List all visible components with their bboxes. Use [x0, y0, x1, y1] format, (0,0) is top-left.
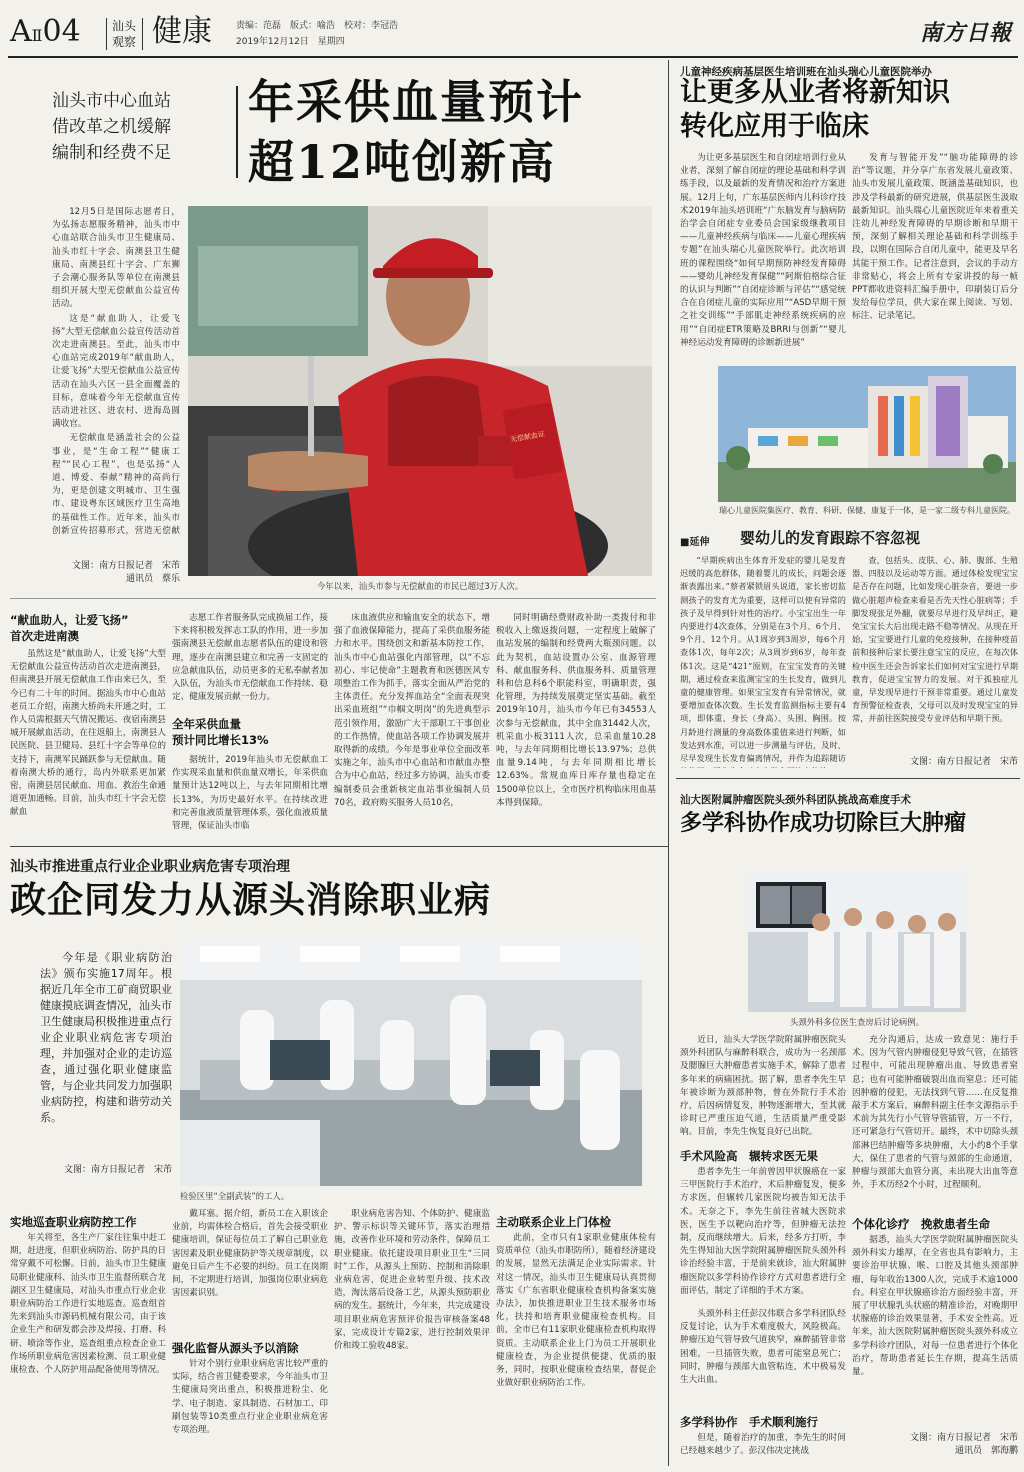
story2-col1: 为让更多基层医生和自闭症培训行业从业者，深刻了解自闭症的理论基础和科学训练手段，以及最新的发育情况和治疗方案进展。12月上旬，广东基层医师内儿科诊疗技术2019年汕头培训班“广东脑发育与脑病防治学会自闭症专业委员会国家级继教项目——儿童神经疾病与临床——儿童心理疾病专题”在汕头瑞心儿童医院举行。此次培训班的课程围绕“如何早期预防神经发育障碍——婴幼儿神经发育保健”“阿斯伯格综合征的认识与判断”“自闭症诊断与评估”“感觉统合在自闭症儿童的实际应用”“ASD早期干预之社交训练”“手部肌走神经系统疾病的应用”“自闭症ETR策略及BRRI与创新”“婴儿神经运动发育障碍的诊断新进展”	[680, 153, 846, 348]
donation-card-text: 无偿献血证	[509, 430, 546, 444]
story4-subhead-1: 实地巡查职业病防控工作	[10, 1215, 137, 1229]
story4-subhead-2: 强化监督从源头予以消除	[172, 1341, 299, 1355]
factory-photo	[180, 940, 642, 1186]
story4-lead: 今年是《职业病防治法》颁布实施17周年。根据近几年全市工矿商贸职业健康摸底调查情况，汕头市卫生健康局积极推进重点行业企业职业病危害专项治理，并加强对企业的走访巡查，通过强化职业健康监管，与企业共同发力加强职业病防控，构建和谐劳动关系。	[40, 951, 172, 1124]
doctors-photo	[748, 872, 966, 1012]
story4-byline: 文图：南方日报记者 宋芾	[63, 1165, 172, 1175]
story3-col1b: 患者李先生一年前曾因甲状腺癌在一家三甲医院行手术治疗，术后肿瘤复发，便多方求医，但辗转几家医院均被告知无法手术。无奈之下，李先生前往省城大医院求医，医生予以靶向治疗等，但肿瘤无法控制，反而继续增大。后来，经多方打听，李先生得知汕大医学院附属肿瘤医院头颈外科诊治经验丰富，于是前来就诊，汕大附属肿瘤医院以多学科协作诊疗方式对患者进行全面评估，制定了详细的手术方案。	[680, 1167, 846, 1296]
editor-info: 责编：范磊 版式：喻浩 校对：李冠浩	[236, 21, 399, 31]
story1-bottom-col2: 志愿工作者服务队完成换届工作，接下来将积极发挥志工队的作用，进一步加强南澳县无偿献血志愿者队伍的建设和管理，逐步在南澳县建立和完善一支固定的应急献血队伍，动员更多的无私奉献者加入队伍，为汕头市无偿献血工作持续、稳定、健康发展贡献一份力。	[172, 613, 328, 703]
story4-col3: 职业病危害告知、个体防护、健康监护、警示标识等关键环节，落实治理措施，改善作业环境和劳动条件，保障员工职业健康。依托建设项目职业卫生“三同时”工作，从源头上预防、控制和消除职业病危害，促进企业转型升级、技术改造，淘汰落后设备工艺，从源头预防职业病的发生。据统计，今年来，共完成建设项目职业病危害预评价报告审核备案48家，完成设计专篇2家，进行控制效果评价和竣工验收48家。	[334, 1209, 490, 1352]
story4-photo-caption: 检验区里“全副武装”的工人。	[180, 1191, 290, 1201]
page-number	[10, 16, 81, 52]
story4-col4: 此前，全市只有1家职业健康体检有资质单位（汕头市职防所），随着经济建设的发展，显然无法满足企业实际需求。针对这一情况，汕头市卫生健康局认真贯彻落实《广东省职业健康检查机构备案实施办法》，加快推进职业卫生技术服务市场化，扶持和培育职业健康检查机构。目前，全市已有11家职业健康检查机构取得资质。主动联系企业上门为员工开展职业健康检查，为企业提供便捷、优质的服务，同时，按职业健康检查结果，督促企业做好职业病防治工作。	[496, 1233, 656, 1389]
story1-headline: 年采供血量预计 超12吨创新高	[248, 75, 584, 189]
story1-subhead-1: “献血助人，让爱飞扬” 首次走进南澳	[10, 613, 129, 643]
story2-ext-col1: “早期疾病出生体育开发症的婴儿是发育迟缓的高危群体，随着婴儿的成长，问题会逐渐表露出来。”蔡者紧锁眉头说道，家长密切监测孩子的发育尤为重要，这样可以使有异常的孩子及早得到针对性的治疗。小宝宝出生一年内要进行4次查体，分别是在3个月、6个月、9个月、12个月。从1周岁到3周岁，每6个月查体1次，每年2次；从3周岁到6岁，每年查体1次。这是“421”原则，在宝宝发育的关键期，通过检查来监测宝宝的生长发育，做到儿童的健康管理。如果宝宝发育有异常情况，就要增加查体次数。生长发育监测指标主要有4项，即体重、身长（身高）、头围、胸围。按月龄进行测量的身高数体重值来进行判断，如发达到水准，可以进一步测量与评估，及时、尽早发现生长发育偏离情况，并作为追踪随访	[680, 555, 846, 764]
story3-col1d: 但是，随着治疗的加重，李先生的时间已经越来越少了。彭汉伟决定挑战	[680, 1433, 846, 1457]
hospital-building-photo	[718, 366, 1016, 502]
story4-kicker: 汕头市推进重点行业企业职业病危害专项治理	[10, 859, 290, 875]
story3-headline: 多学科协作成功切除巨大肿瘤	[680, 810, 967, 836]
story2-ext-col2: 查，包括头、皮肤、心、肺、腹部、生殖器、四肢以及运动等方面。通过体检发现宝宝是否存在问题，比如发现心脏杂音，要进一步做心脏超声检查来看是否先天性心脏病等；手脚发现张足外翻，就要尽早进行及早纠正，避免宝宝长大后出现走路不稳等情况。从现在开始，宝宝要进行儿童的免疫接种，在接种疫苗前和接种后家长要注意宝宝的反应，在每次体检中医生还会告诉家长们如何对宝宝进行早期教育，促进宝宝智力的发展。对于孤独症儿童，早发现早进行干预非常重要。通过儿童发育预警征检查表，父母可以及时发现宝宝的异常，并前往医院接受专业评估和早期干预。	[852, 555, 1018, 724]
story1-bottom-col4: 同时明确经费财政补助一类拨付和非税收入上缴返拨问题，一定程度上破解了血站发展的编制和经费两大瓶颈问题。以此为契机，血站设置办公室、血源管理科、献血服务科、供血服务科、质量管理科和信息科6个职能科室，明确职责，强化管理，为持续发展奠定坚实基础。截至2019年10月，汕头市今年已有34553人次参与无偿献血，其中全血31442人次，机采血小板3111人次，总采血量10.28吨，与去年同期相比增长13.97%；总供血量9.14吨，与去年同期相比增长12.63%。常规血库日库存量也稳定在1500单位以上，全市医疗机构临床用血基本得到保障。	[496, 613, 656, 808]
story1-kicker: 汕头市中心血站 借改革之机缓解 编制和经费不足	[52, 91, 171, 163]
page-sub: Ⅱ	[31, 26, 43, 45]
doctors-illustration	[748, 872, 966, 1012]
factory-illustration	[180, 940, 642, 1186]
paper-logo: 南方日報	[920, 20, 1013, 46]
story4-subhead-3: 主动联系企业上门体检	[496, 1215, 611, 1229]
story3-subhead-2: 多学科协作 手术顺利施行	[680, 1415, 818, 1429]
masthead	[0, 0, 1024, 58]
story3-kicker: 汕大医附属肿瘤医院头颈外科团队挑战高难度手术	[680, 794, 911, 806]
story4-headline: 政企同发力从源头消除职业病	[10, 879, 492, 921]
story3-photo-caption: 头颈外科多位医生查房后讨论病例。	[790, 1017, 924, 1027]
page-num: 04	[42, 14, 81, 49]
story2-sub-title: 婴幼儿的发育跟踪不容忽视	[740, 529, 921, 547]
blood-donation-photo	[188, 206, 652, 576]
story3-col1c: 头颈外科主任彭汉伟联合多学科团队经反复讨论，认为手术难度极大，风险极高。肿瘤压迫气管导致气道狭窄，麻醉插管非常困难，一旦插管失败，患者可能窒息死亡；同时，肿瘤与颈部大血管粘连，术中极易发生大出血。	[680, 1309, 846, 1386]
story3-byline: 文图：南方日报记者 宋芾 通讯员 郭海鹏	[909, 1433, 1018, 1456]
story4-col2: 戴耳塞。据介绍，新员工在入职该企业前，均需体检合格后，首先会接受职业健康培训，保证每位员工了解自己职业危害因素及职业健康防护等关规章制度，以避免日后产生不必要的纠纷。员工在岗期间，不定期进行培训，加强岗位职业病危害因素识别。	[172, 1209, 328, 1299]
story1-subhead-2: 全年采供血量 预计同比增长13%	[172, 717, 269, 747]
story2-col2: 发育与智能开发”“脑功能障碍的诊治”等议题，并分享广东省发展儿童政策、汕头市发展儿童政策、既涵盖基础知识，也涉及学科最新的研究进展，供基层医生汲取最新知识。汕头瑞心儿童医院近年来着重关注幼儿神经发育障碍的早期诊断和早期干预，深刻了解相关理论基础和科学训练手段，以期在国际合自闭儿童中，能更及早名其能干预工作。记者注意到，会议的手动方非常贴心，将会上所有专家讲授的每一帧PPT都收进资料汇编手册中，印刷装订后分发给每位学员，供大家在课上阅读、写划、标注、记录笔记。	[852, 153, 1018, 322]
story2-photo-caption: 瑞心儿童医院集医疗、教育、科研、保健、康复于一体，是一家二级专科儿童医院。	[719, 506, 1015, 515]
story1-byline: 文图：南方日报记者 宋芾 通讯员 蔡乐	[71, 561, 180, 584]
story4-col2b: 针对个别行业职业病危害比较严重的实际，结合省卫健委要求，今年汕头市卫生健康局突出重点，积极推进粉尘、化学、电子制造、家具制造、石材加工、印刷包装等10类重点行业企业职业病危害专项治理。	[172, 1359, 328, 1436]
story2-sub-label: ■延伸	[680, 537, 710, 548]
page-letter: A	[10, 14, 32, 49]
story3-subhead-3: 个体化诊疗 挽救患者生命	[852, 1217, 990, 1231]
story3-subhead-1: 手术风险高 辗转求医无果	[680, 1149, 818, 1163]
story2-byline: 文图：南方日报记者 宋芾	[909, 757, 1018, 767]
story3-col1: 近日，汕头大学医学院附属肿瘤医院头颈外科团队与麻醉科联合，成功为一名颈部及腮腺巨大肿瘤患者实施手术，解除了患者多年来的病痛困扰。据了解，患者李先生早年被诊断为颈部肿物，曾在外院行手术治疗，后因病情复发，肿物逐渐增大，至其就诊时已严重压迫气道，生活质量严重受影响。目前，李先生恢复良好已出院。	[680, 1035, 846, 1138]
section-title: 健康	[152, 14, 212, 49]
story1-bottom-col2b: 据统计，2019年汕头市无偿献血工作实现采血量和供血量双增长，年采供血量预计达12吨以上，与去年同期相比增长13%，为历史最好水平。在持续改进和完善血液质量管理体系，强化血液质量管理，保证汕头市临	[172, 755, 328, 832]
building-illustration	[718, 366, 1016, 502]
story1-bottom-col1: 虽然这是“献血助人，让爱飞扬”大型无偿献血公益宣传活动首次走进南澳县，但南澳县开展无偿献血工作由来已久，至今已有二十年的时间。据汕头市中心血站老员工介绍，南澳大桥尚未开通之时，工作人员需根据天气情况搬运、夜宿南澳县城开展献血活动，在往返船上，南澳县人民医院、县卫健局、县红十字会等单位的支持下，南澳军民踊跃参与无偿献血。随着南澳大桥的通行，岛内外联系更加紧密，南澳县居民献血、用血、救治生命通道更加通畅。目前，汕头市红十字会无偿献血	[10, 649, 166, 818]
photo-illustration	[188, 206, 652, 576]
story1-col1: 12月5日是国际志愿者日，为弘扬志愿服务精神，汕头市中心血站联合汕头市卫生健康局、汕头市红十字会、南澳县卫生健康局、南澳县红十字会、广东狮子会潮心服务队等单位在南澳县组织开展大型无偿献血公益宣传活动。 这是“献血助人，让爱飞扬”大型无偿献血公益宣传活动首次走进南澳县。至此，汕头市中心血站完成2019年“献血助人，让爱飞扬”大型无偿献血公益宣传活动在汕头六区一县全面覆盖的目标，意味着今年无偿献血宣传活动进社区、进农村、进海岛圆满收官。 无偿献血是涵盖社会的公益事业，是“生命工程”“健康工程”“民心工程”，也是弘扬“人道、博爱、奉献”精神的高尚行为，更是创建文明城市、卫生强市、建设粤东区域医疗卫生高地的基础性工作。近年来，汕头市创新宣传招募形式，营造无偿献	[52, 207, 180, 536]
issue-date: 2019年12月12日 星期四	[236, 37, 345, 47]
story2-headline: 让更多从业者将新知识 转化应用于临床	[680, 77, 950, 142]
story3-col2: 充分沟通后，达成一致意见：施行手术。因为气管内肿瘤侵犯导致气管，在插管过程中，可能出现肿瘤出血、导致患者窒息；也有可能肿瘤破裂出血而窒息；还可能因肿瘤的侵犯，无法找到气管……在反复推敲手术方案后，麻醉科副主任李文源指示手术前为其先行小气管导管插管，万一不行，还可紧急行气管切开。最终，术中切除头颈部淋巴结肿瘤等多块肿瘤，大小约8个手掌大，保住了患者的气管与颈部的生命通道，肿瘤与颈部大血管分离，未出现大出血等意外，手术历经2个小时，过程顺利。	[852, 1035, 1018, 1191]
story3-col2b: 据悉，汕头大学医学院附属肿瘤医院头颈外科实力雄厚，在全省也具有影响力，主要诊治甲状腺、喉、口腔及其他头颈部肿瘤，每年收治1300人次，完成手术逾1000台。科室在甲状腺癌诊治方面经验丰富，开展了甲状腺乳头状癌的精准诊治，对晚期甲状腺癌的诊治效果显著，手术安全性高。近年来，汕大医院附属肿瘤医院头颈外科成立多学科诊疗团队，对每一位患者进行个体化治疗，帮助患者延长生存期，提高生活质量。	[852, 1235, 1018, 1378]
section-small-label: 汕头 观察	[112, 19, 137, 49]
story2-kicker: 儿童神经疾病基层医生培训班在汕头瑞心儿童医院举办	[680, 66, 932, 78]
story1-bottom-col3: 床血液供应和输血安全的状态下，增强了血液保障能力，提高了采供血服务能力和水平。围绕创文和新基本防控工作，汕头市中心血站强化内部管理，以“不忘初心、牢记使命”主题教育和医德医风专项整治工作为抓手，落实全面从严治党的主体责任。充分发挥血站全“全面表现突出采血班组”“巾帼文明岗”的先进典型示范引领作用，激励广大干部职工干事创业的工作热情，使血站各项工作协调发展并取得新的成绩。今年是事业单位全面改革实施之年，汕头市中心血站和市献血办整合为中心血站，经过多方协调，汕头市委编制委员会重新核定血站事业编制人员70名，政府购买服务人员10名，	[334, 613, 490, 808]
story1-photo-caption: 今年以来，汕头市参与无偿献血的市民已超过3万人次。	[316, 581, 524, 591]
story4-col1: 年关将至，各生产厂家往往集中赶工期，赶进度，但职业病防治、防护具的日常穿戴不可松懈。日前，汕头市卫生健康局职业健康科、汕头市卫生监督所联合龙湖区卫生健康局，对汕头市重点行业企业职业病防治工作进行实地巡查。巡查组首先来到汕头市源码机械有限公司，由于该企业生产和研发都会涉及焊接、打磨、科研、喷涂等作业，巡查组重点检查企业工作场所职业病危害因素检测、员工职业健康检查、个人防护用品配备使用等情况。	[10, 1233, 166, 1376]
